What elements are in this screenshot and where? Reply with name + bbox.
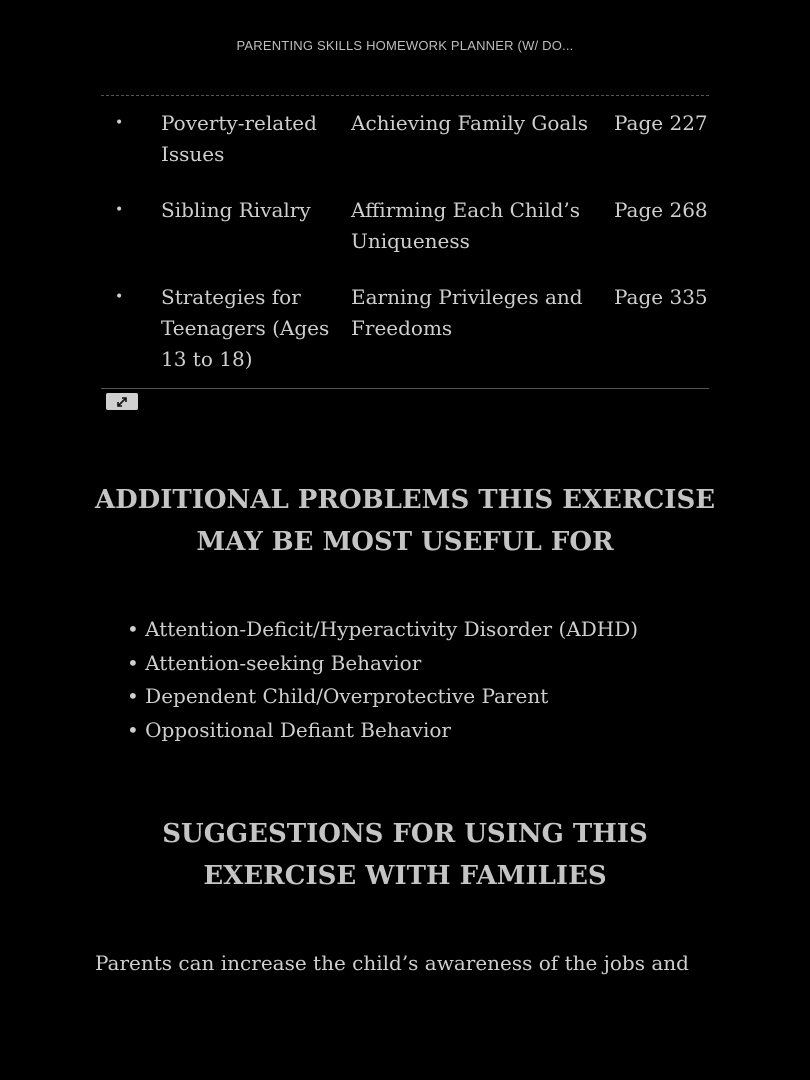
table-row <box>101 170 709 257</box>
heading-line: EXERCISE WITH FAMILIES <box>203 861 607 891</box>
running-header: PARENTING SKILLS HOMEWORK PLANNER (W/ DO... <box>236 38 574 53</box>
list-item: • Attention-Deficit/Hyperactivity Disorder (ADHD) <box>127 613 638 647</box>
list-item: • Attention-seeking Behavior <box>127 647 638 681</box>
expand-table-button[interactable] <box>106 393 138 410</box>
problem-cell: Poverty-related Issues <box>161 111 317 166</box>
row-bullet: • <box>115 289 124 305</box>
suggestions-paragraph: Parents can increase the child’s awareness of the jobs and <box>95 951 689 975</box>
additional-problems-heading <box>0 479 810 563</box>
list-item: • Oppositional Defiant Behavior <box>127 714 638 748</box>
row-bullet: • <box>115 202 124 218</box>
related-topics-table <box>101 108 709 375</box>
heading-line: ADDITIONAL PROBLEMS THIS EXERCISE <box>94 485 716 515</box>
exercise-cell: Achieving Family Goals <box>351 111 588 135</box>
page-link[interactable]: Page 268 <box>614 198 708 222</box>
table-row <box>101 257 709 375</box>
additional-problems-list <box>127 613 638 747</box>
list-item: • Dependent Child/Overprotective Parent <box>127 680 638 714</box>
page-link[interactable]: Page 227 <box>614 111 708 135</box>
page-link[interactable]: Page 335 <box>614 285 708 309</box>
suggestions-heading <box>0 813 810 897</box>
table-bottom-divider <box>101 388 709 389</box>
heading-line: MAY BE MOST USEFUL FOR <box>196 527 614 557</box>
problem-cell: Sibling Rivalry <box>161 198 311 222</box>
problem-cell: Strategies for Teenagers (Ages 13 to 18) <box>161 285 330 371</box>
expand-arrows-icon <box>115 396 129 408</box>
row-bullet: • <box>115 115 124 131</box>
exercise-cell: Affirming Each Child’s Uniqueness <box>351 198 581 253</box>
exercise-cell: Earning Privileges and Freedoms <box>351 285 583 340</box>
table-row <box>101 108 709 170</box>
heading-line: SUGGESTIONS FOR USING THIS <box>162 819 648 849</box>
table-top-divider <box>101 95 709 96</box>
